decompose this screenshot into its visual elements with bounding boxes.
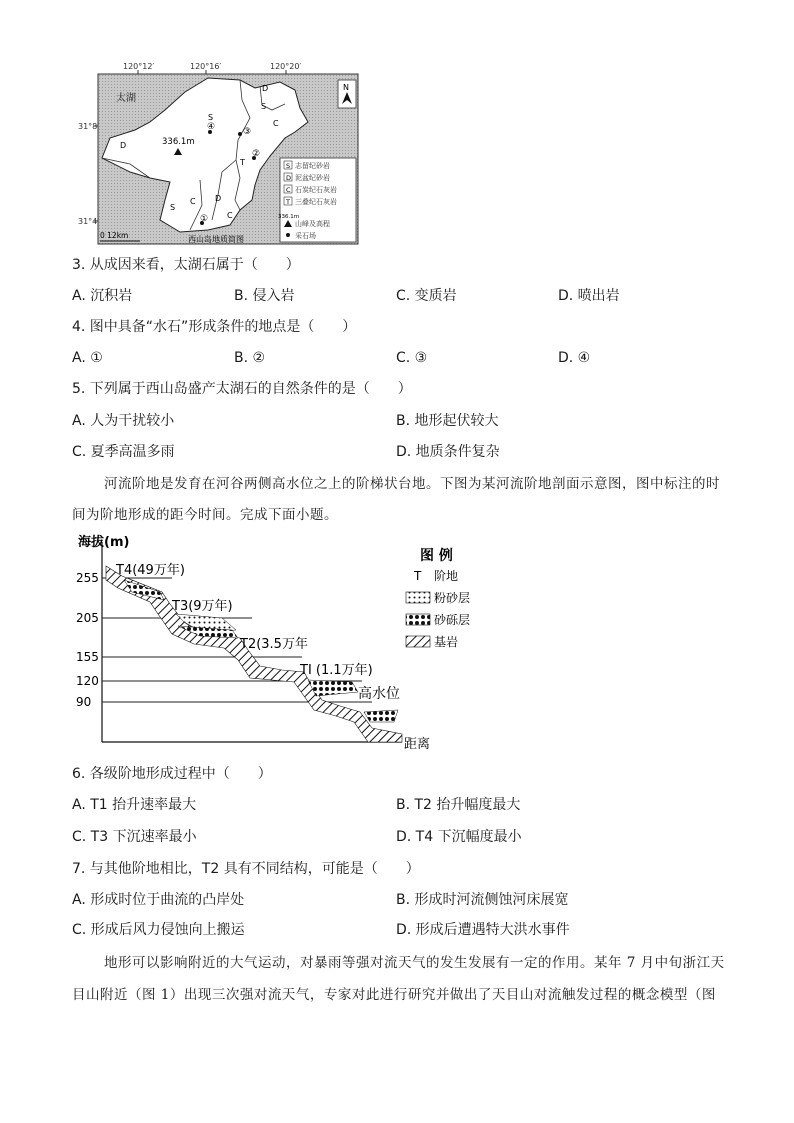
- map-title: 西山岛地质简图: [188, 235, 244, 244]
- intro-paragraph: 地形可以影响附近的大气运动，对暴雨等强对流天气的发生发展有一定的作用。某年 7 月中旬浙江天: [104, 955, 725, 971]
- region-label: S: [208, 113, 214, 122]
- terrace-profile: [72, 530, 492, 755]
- option: D. 形成后遭遇特大洪水事件: [396, 922, 570, 938]
- terrace-label: T2(3.5万年: [240, 637, 308, 652]
- terrace-label: TI (1.1万年): [300, 663, 373, 678]
- map-scale: 0 12km: [100, 231, 129, 240]
- option: C. ③: [396, 350, 428, 366]
- y-tick: 255: [76, 571, 99, 585]
- high-water-label: 高水位: [358, 686, 400, 702]
- y-tick: 155: [76, 650, 99, 664]
- terrace-label: T3(9万年): [172, 599, 233, 614]
- y-tick: 205: [76, 611, 99, 625]
- lon-tick: 120°16′: [190, 62, 222, 71]
- svg-text:山峰及高程: 山峰及高程: [295, 220, 330, 228]
- geologic-map: [78, 60, 365, 250]
- svg-text:图 例: 图 例: [420, 548, 453, 564]
- terrace-label: T4(49万年): [116, 563, 185, 578]
- question-7: 7. 与其他阶地相比，T2 具有不同结构，可能是（ ）: [72, 861, 420, 877]
- intro-paragraph: 目山附近（图 1）出现三次强对流天气，专家对此进行研究并做出了天目山对流触发过程的概念模型（图: [72, 987, 716, 1003]
- region-label: C: [273, 119, 279, 128]
- option: D. 地质条件复杂: [396, 444, 500, 460]
- option: D. ④: [558, 350, 591, 366]
- region-label: D: [215, 194, 222, 203]
- option: A. ①: [72, 350, 103, 366]
- svg-text:基岩: 基岩: [434, 635, 459, 649]
- region-label: C: [190, 197, 196, 206]
- question-6: 6. 各级阶地形成过程中（ ）: [72, 766, 272, 782]
- region-label: D: [120, 141, 127, 150]
- option: A. T1 抬升速率最大: [72, 797, 197, 813]
- x-axis-label: 距离: [404, 737, 431, 752]
- svg-text:三叠纪石灰岩: 三叠纪石灰岩: [295, 198, 337, 206]
- question-5: 5. 下列属于西山岛盛产太湖石的自然条件的是（ ）: [72, 381, 412, 397]
- option: B. T2 抬升幅度最大: [396, 797, 521, 813]
- option: C. T3 下沉速率最小: [72, 829, 197, 845]
- gravel-layer: [308, 680, 358, 696]
- site-label: ②: [252, 149, 261, 159]
- intro-paragraph: 河流阶地是发育在河谷两侧高水位之上的阶梯状台地。下图为某河流阶地剖面示意图，图中标注的时: [104, 476, 720, 492]
- site-label: ③: [243, 127, 252, 137]
- y-tick: 90: [76, 695, 92, 709]
- north-label: N: [343, 83, 349, 92]
- gravel-layer: [364, 710, 398, 722]
- intro-paragraph: 间为阶地形成的距今时间。完成下面小题。: [72, 507, 338, 523]
- svg-text:砂砾层: 砂砾层: [434, 613, 471, 627]
- option: A. 沉积岩: [72, 288, 133, 304]
- option: B. ②: [234, 350, 266, 366]
- svg-text:C: C: [286, 186, 291, 194]
- svg-text:采石场: 采石场: [295, 232, 316, 240]
- option: A. 人为干扰较小: [72, 413, 175, 429]
- option: C. 变质岩: [396, 288, 457, 304]
- terrace-legend: [406, 547, 470, 649]
- lat-tick: 31°8′: [78, 122, 100, 131]
- region-label: S: [261, 102, 267, 111]
- option: D. 喷出岩: [558, 288, 620, 304]
- quarry-icon: [238, 132, 242, 136]
- question-3: 3. 从成因来看，太湖石属于（ ）: [72, 257, 300, 273]
- svg-text:T: T: [414, 569, 422, 583]
- region-label: D: [262, 84, 269, 93]
- svg-text:D: D: [286, 174, 292, 182]
- svg-text:志留纪砂岩: 志留纪砂岩: [295, 162, 330, 170]
- svg-text:S: S: [286, 162, 291, 170]
- svg-text:石炭纪石灰岩: 石炭纪石灰岩: [295, 186, 337, 194]
- svg-text:泥盆纪砂岩: 泥盆纪砂岩: [295, 174, 330, 182]
- svg-text:336.1m: 336.1m: [278, 214, 300, 220]
- site-label: ④: [207, 122, 216, 132]
- option: C. 形成后风力侵蚀向上搬运: [72, 922, 245, 938]
- region-label: S: [170, 203, 176, 212]
- lon-tick: 120°20′: [270, 62, 302, 71]
- option: B. 地形起伏较大: [396, 413, 499, 429]
- option: B. 侵入岩: [234, 288, 295, 304]
- region-label: C: [227, 211, 233, 220]
- peak-elevation: 336.1m: [162, 137, 195, 147]
- lake-label: 太湖: [116, 93, 136, 104]
- option: C. 夏季高温多雨: [72, 444, 175, 460]
- question-4: 4. 图中具备“水石”形成条件的地点是（ ）: [72, 319, 357, 335]
- svg-text:T: T: [286, 198, 290, 206]
- option: D. T4 下沉幅度最小: [396, 829, 522, 845]
- lat-tick: 31°4′: [78, 217, 100, 226]
- svg-text:粉砂层: 粉砂层: [434, 591, 471, 605]
- y-tick: 120: [76, 674, 99, 688]
- y-axis-label: 海拔(m): [78, 535, 130, 550]
- option: B. 形成时河流侧蚀河床展宽: [396, 892, 569, 908]
- site-label: ①: [200, 214, 209, 224]
- lon-tick: 120°12′: [123, 62, 155, 71]
- svg-text:阶地: 阶地: [434, 569, 459, 583]
- region-label: T: [240, 158, 245, 167]
- option: A. 形成时位于曲流的凸岸处: [72, 892, 245, 908]
